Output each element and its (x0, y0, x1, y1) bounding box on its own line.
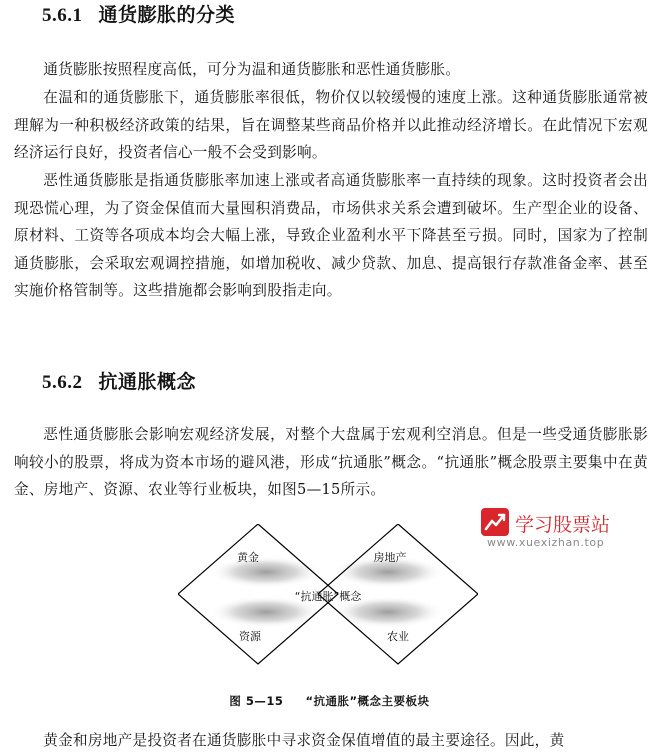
section-heading-5-6-1 (42, 0, 235, 27)
site-watermark (479, 506, 629, 554)
sector-real-estate-label: 房地产 (373, 551, 407, 564)
figure-title: “抗通胀”概念主要板块 (305, 694, 430, 708)
paragraph-gold-real-estate: 黄金和房地产是投资者在通货膨胀中寻求资金保值增值的最主要途径。因此，黄 (43, 732, 565, 749)
watermark-site-url: www.xuexizhan.top (487, 536, 605, 549)
center-concept-label: “抗通胀”概念 (294, 590, 362, 603)
stock-chart-logo-icon (481, 508, 509, 536)
section-heading-5-6-2 (42, 367, 196, 394)
section-title: 抗通胀概念 (98, 371, 197, 393)
sector-agriculture-label: 农业 (387, 630, 409, 643)
watermark-site-name: 学习股票站 (515, 514, 611, 536)
paragraph-anti-inflation-concept: 恶性通货膨胀会影响宏观经济发展，对整个大盘属于宏观利空消息。但是一些受通货膨胀影响较小的股票，将成为资本市场的避风港，形成“抗通胀”概念。“抗通胀”概念股票主要集中在黄金、房地产、资源、农业等行业板块，如图5—15所示。 (14, 426, 648, 498)
paragraph-mild-inflation: 在温和的通货膨胀下，通货膨胀率很低，物价仅以较缓慢的速度上涨。这种通货膨胀通常被理解为一种积极经济政策的结果，旨在调整某些商品价格并以此推动经济增长。在此情况下宏观经济运行良好，投资者信心一般不会受到影响。 (14, 89, 648, 161)
figure-caption (0, 693, 659, 709)
figure-number: 图 5—15 (229, 694, 284, 708)
section-number: 5.6.1 (42, 5, 83, 26)
section-number: 5.6.2 (42, 372, 83, 393)
anti-inflation-sectors-diagram (178, 524, 478, 674)
section-title: 通货膨胀的分类 (98, 4, 236, 26)
paragraph-hyperinflation: 恶性通货膨胀是指通货膨胀率加速上涨或者高通货膨胀率一直持续的现象。这时投资者会出现恐慌心理，为了资金保值而大量囤积消费品，市场供求关系会遭到破坏。生产型企业的设备、原材料、工资等各项成本均会大幅上涨，导致企业盈利水平下降甚至亏损。同时，国家为了控制通货膨胀，会采取宏观调控措施，如增加税收、减少贷款、加息、提高银行存款准备金率、甚至实施价格管制等。这些措施都会影响到股指走向。 (14, 172, 648, 299)
shading-gold (210, 556, 322, 588)
sector-gold-label: 黄金 (237, 551, 259, 564)
sector-resources-label: 资源 (239, 630, 261, 643)
paragraph-inflation-types: 通货膨胀按照程度高低，可分为温和通货膨胀和恶性通货膨胀。 (43, 61, 461, 78)
